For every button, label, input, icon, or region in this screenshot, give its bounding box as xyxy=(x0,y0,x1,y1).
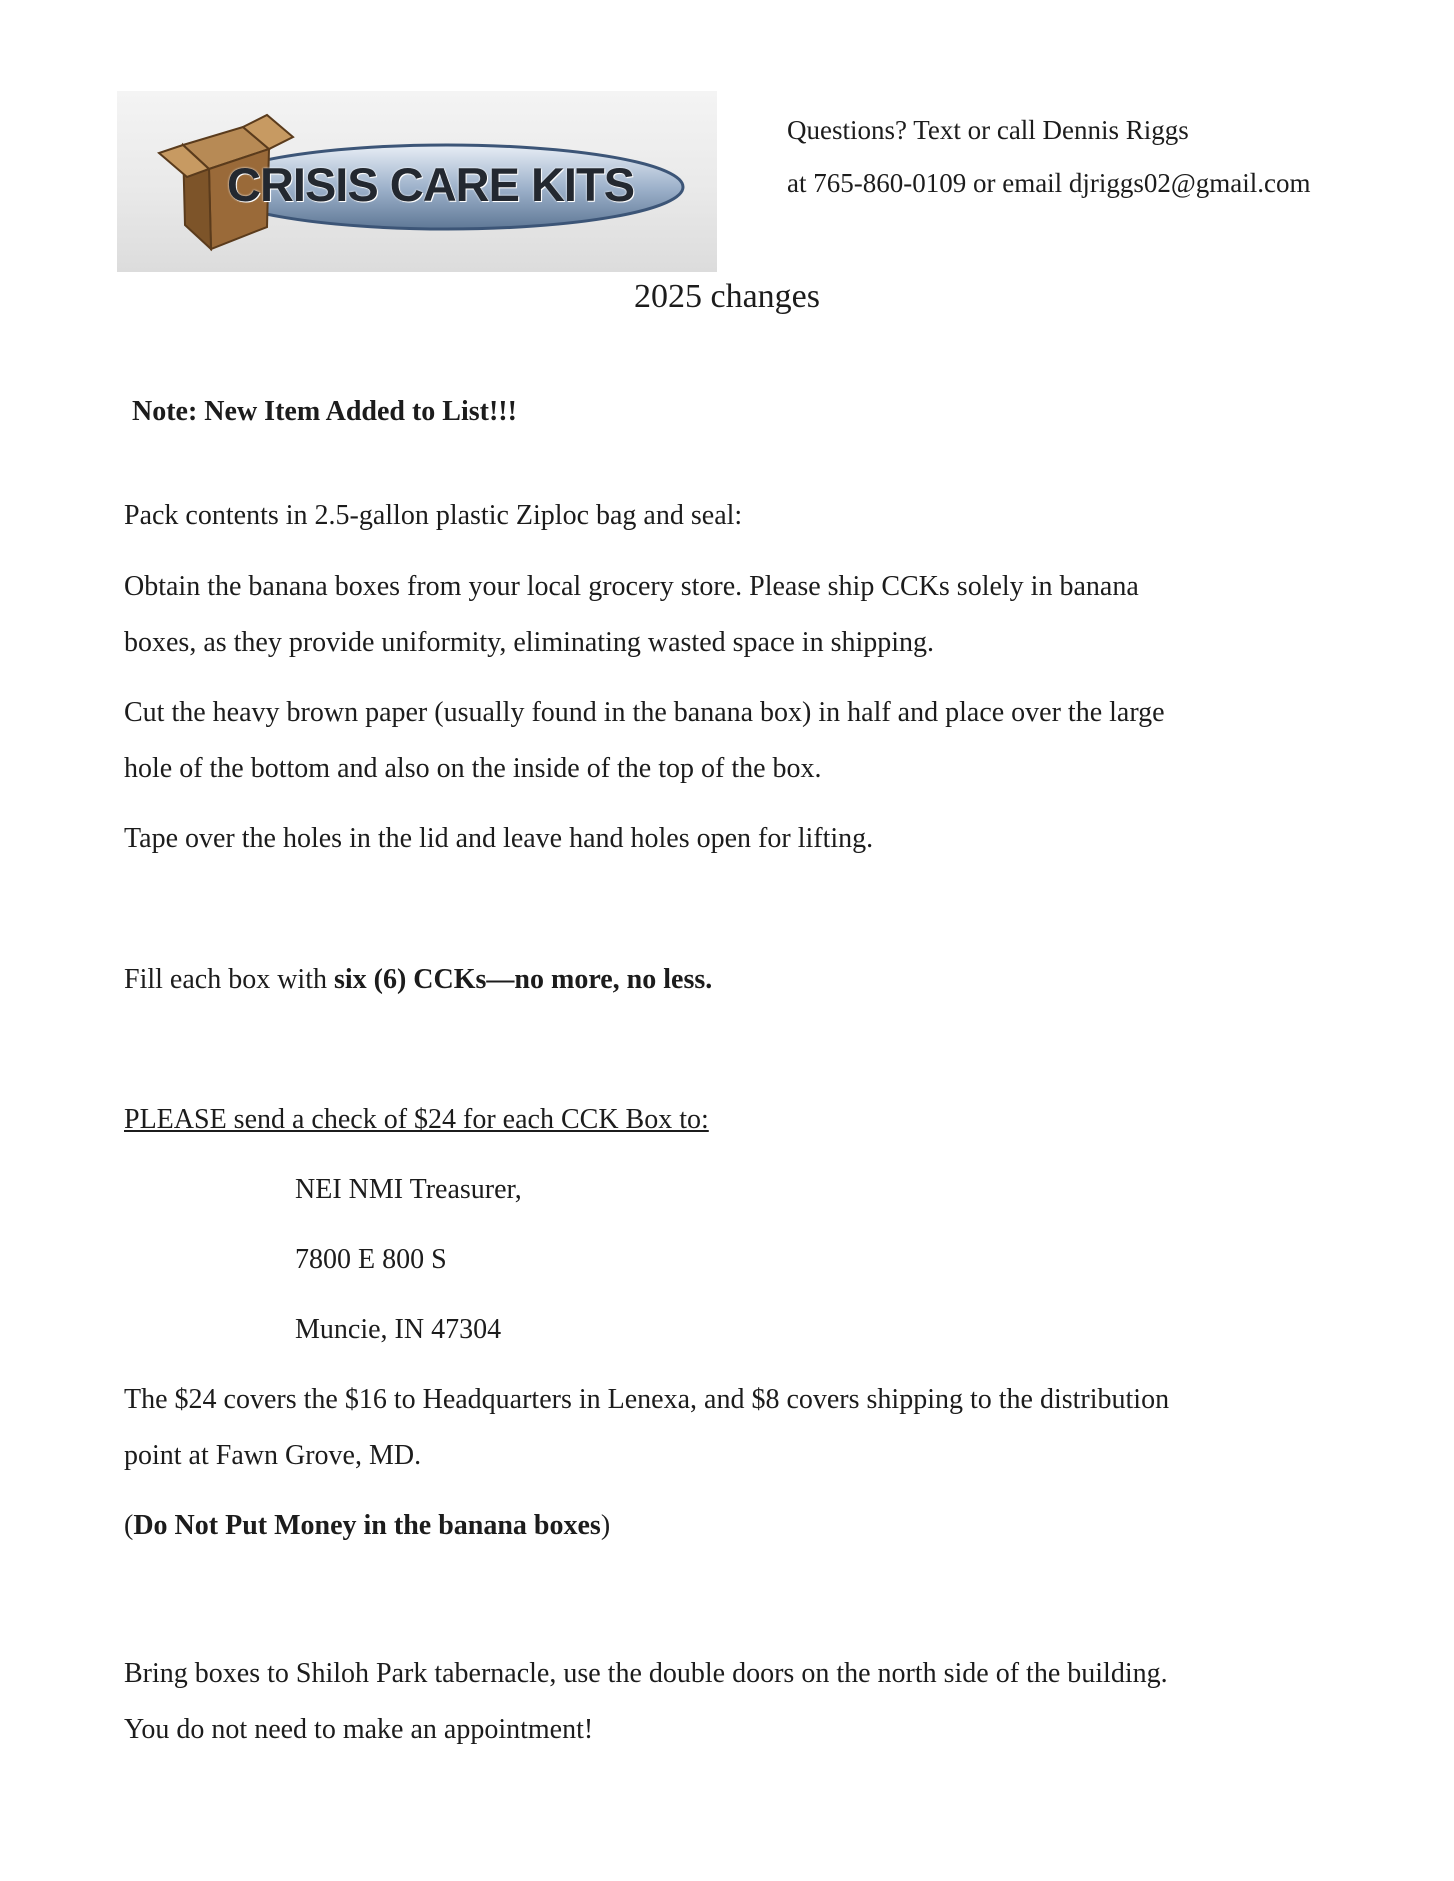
cost-breakdown-line-2: point at Fawn Grove, MD. xyxy=(124,1440,422,1471)
cut-instruction-line-2: hole of the bottom and also on the inside of the top of the box. xyxy=(124,753,822,784)
address-line-1: NEI NMI Treasurer, xyxy=(295,1174,522,1205)
obtain-instruction-line-2: boxes, as they provide uniformity, eliminating wasted space in shipping. xyxy=(124,627,935,658)
dropoff-instruction-line-2: You do not need to make an appointment! xyxy=(124,1714,594,1745)
contact-line-name: Questions? Text or call Dennis Riggs xyxy=(787,115,1189,145)
cost-breakdown-line-1: The $24 covers the $16 to Headquarters in Lenexa, and $8 covers shipping to the distribution xyxy=(124,1384,1170,1415)
crisis-care-kits-logo xyxy=(117,91,717,272)
money-warning: (Do Not Put Money in the banana boxes) xyxy=(124,1510,611,1541)
obtain-instruction-line-1: Obtain the banana boxes from your local grocery store. Please ship CCKs solely in banana xyxy=(124,571,1139,602)
note-heading: Note: New Item Added to List!!! xyxy=(132,396,517,427)
address-line-2: 7800 E 800 S xyxy=(295,1244,447,1275)
fill-instruction: Fill each box with six (6) CCKs—no more, no less. xyxy=(124,964,713,995)
logo-wordmark: CRISIS CARE KITS xyxy=(227,158,635,211)
payment-instruction: PLEASE send a check of $24 for each CCK Box to: xyxy=(124,1104,709,1135)
page-title: 2025 changes xyxy=(633,278,820,315)
contact-info xyxy=(787,104,1311,210)
address-line-3: Muncie, IN 47304 xyxy=(295,1314,502,1345)
contact-line-details: at 765-860-0109 or email djriggs02@gmail.com xyxy=(787,168,1311,198)
cut-instruction-line-1: Cut the heavy brown paper (usually found in the banana box) in half and place over the large xyxy=(124,697,1165,728)
pack-instruction: Pack contents in 2.5-gallon plastic Ziploc bag and seal: xyxy=(124,500,743,531)
dropoff-instruction-line-1: Bring boxes to Shiloh Park tabernacle, use the double doors on the north side of the building. xyxy=(124,1658,1168,1689)
tape-instruction: Tape over the holes in the lid and leave hand holes open for lifting. xyxy=(124,823,874,854)
